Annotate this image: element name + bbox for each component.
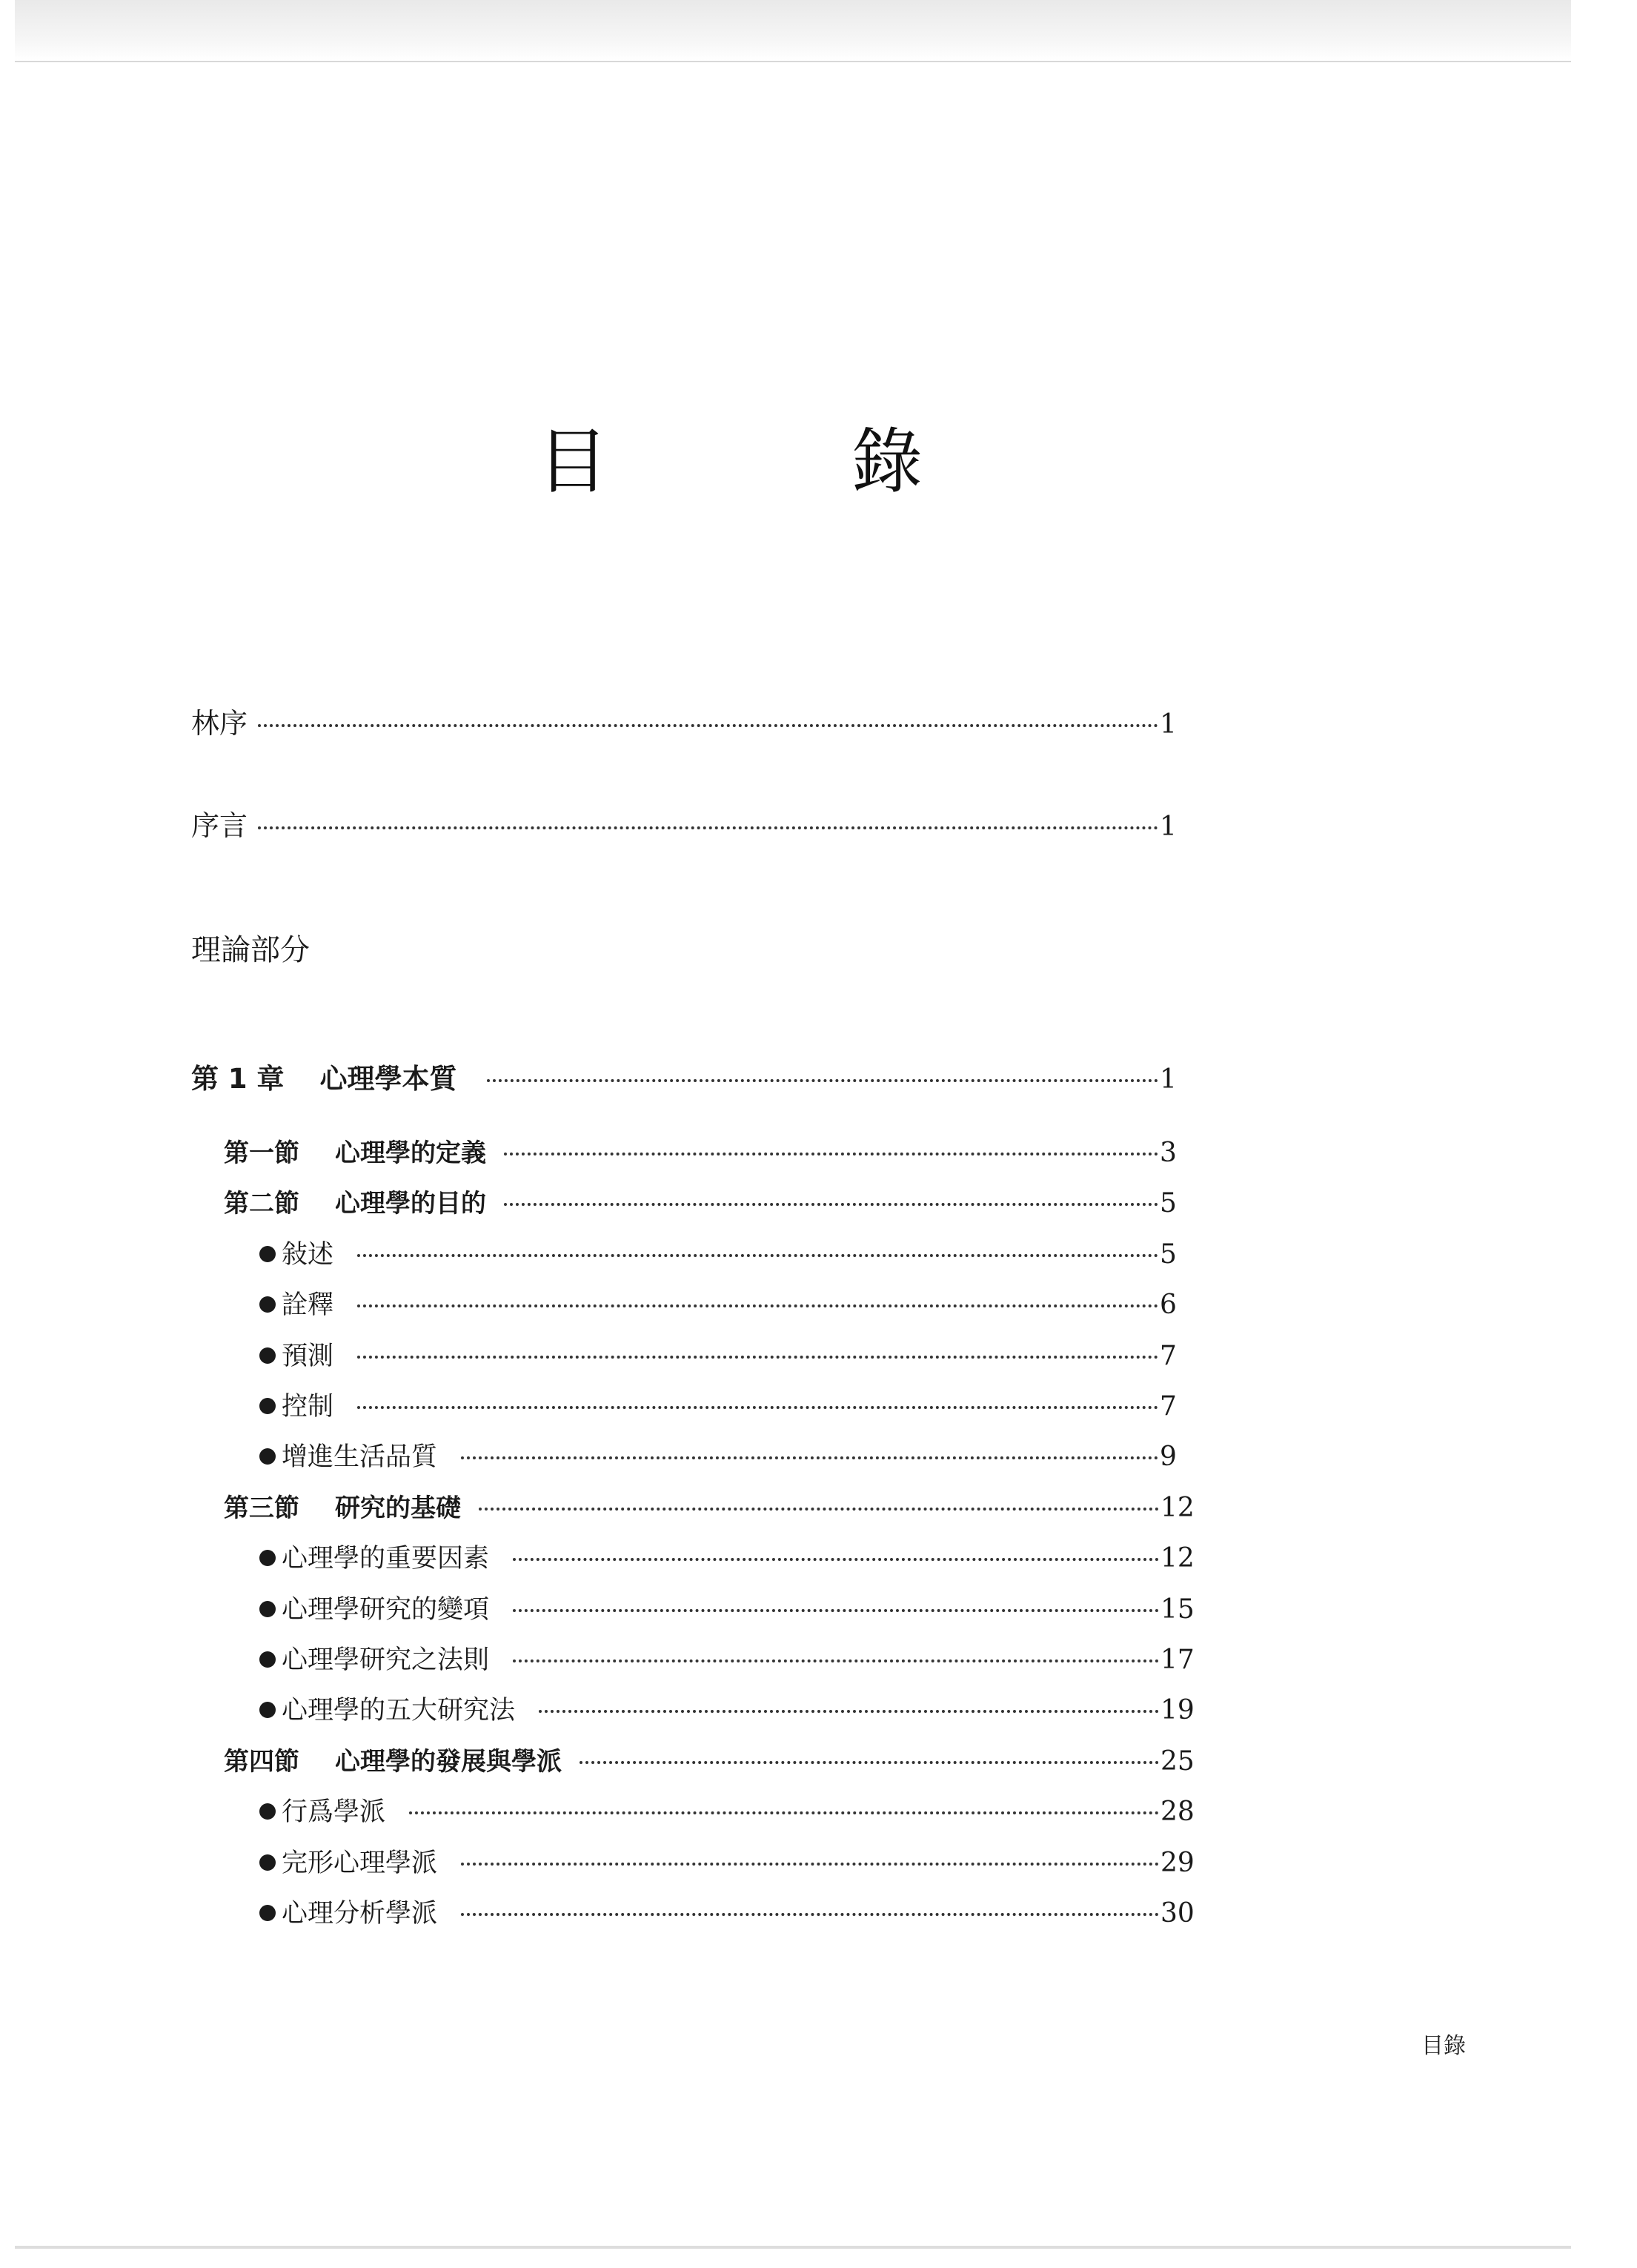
dot-leader bbox=[258, 826, 1158, 829]
dot-leader bbox=[357, 1356, 1158, 1359]
toc-entry-lin-preface bbox=[0, 700, 1637, 740]
dot-leader bbox=[357, 1304, 1158, 1307]
toc-item bbox=[0, 1589, 1637, 1626]
dot-leader bbox=[357, 1406, 1158, 1409]
page-title-char-1: 目 bbox=[537, 420, 608, 503]
section-number: 第四節 bbox=[224, 1747, 299, 1777]
section-label bbox=[224, 1133, 486, 1169]
chapter-page: 1 bbox=[1160, 1064, 1177, 1095]
item-label bbox=[259, 1843, 437, 1880]
dot-leader bbox=[513, 1609, 1159, 1612]
item-title: 預測 bbox=[282, 1342, 334, 1371]
dot-leader bbox=[479, 1508, 1159, 1511]
page-number: 17 bbox=[1160, 1645, 1195, 1675]
dot-leader bbox=[357, 1254, 1158, 1257]
item-title: 控制 bbox=[282, 1392, 334, 1422]
page-number: 19 bbox=[1160, 1695, 1195, 1725]
dot-leader bbox=[461, 1863, 1159, 1866]
toc-entry-page: 1 bbox=[1160, 812, 1177, 842]
bullet-icon bbox=[259, 1296, 276, 1313]
item-title: 心理學的五大研究法 bbox=[282, 1696, 516, 1725]
dot-leader bbox=[504, 1203, 1158, 1206]
dot-leader bbox=[513, 1558, 1159, 1561]
dot-leader bbox=[258, 724, 1158, 727]
item-title: 心理學的重要因素 bbox=[282, 1544, 490, 1574]
dot-leader bbox=[504, 1153, 1158, 1155]
page-number: 5 bbox=[1160, 1188, 1177, 1218]
toc-item bbox=[0, 1234, 1637, 1271]
page-number: 6 bbox=[1160, 1290, 1177, 1320]
dot-leader bbox=[580, 1761, 1159, 1764]
item-label bbox=[259, 1589, 489, 1626]
section-number: 第二節 bbox=[224, 1189, 299, 1218]
item-label bbox=[259, 1538, 489, 1575]
page-number: 3 bbox=[1160, 1138, 1177, 1168]
chapter-number: 第 1 章 bbox=[191, 1063, 285, 1095]
section-label bbox=[224, 1488, 461, 1524]
bullet-icon bbox=[259, 1702, 276, 1718]
dot-leader bbox=[409, 1811, 1159, 1814]
footer-section-label: 目錄 bbox=[1421, 2033, 1466, 2059]
toc-entry-label: 林序 bbox=[191, 707, 248, 740]
scan-edge-top bbox=[15, 0, 1571, 62]
toc-item bbox=[0, 1538, 1637, 1575]
section-title: 心理學的發展與學派 bbox=[335, 1747, 562, 1777]
toc-entry-label: 序言 bbox=[191, 809, 248, 842]
section-title: 研究的基礎 bbox=[335, 1493, 461, 1523]
bullet-icon bbox=[259, 1854, 276, 1871]
toc-chapter-1 bbox=[0, 1056, 1637, 1093]
item-label bbox=[259, 1386, 333, 1423]
toc-item bbox=[0, 1843, 1637, 1880]
item-title: 詮釋 bbox=[282, 1290, 334, 1320]
page-number: 29 bbox=[1160, 1848, 1195, 1878]
toc-item bbox=[0, 1336, 1637, 1373]
page-number: 9 bbox=[1160, 1442, 1177, 1472]
toc-item bbox=[0, 1386, 1637, 1423]
page-number: 28 bbox=[1160, 1797, 1195, 1827]
toc-item bbox=[0, 1690, 1637, 1727]
item-title: 行爲學派 bbox=[282, 1797, 386, 1827]
bullet-icon bbox=[259, 1347, 276, 1364]
page-number: 12 bbox=[1160, 1543, 1195, 1574]
section-title: 心理學的定義 bbox=[335, 1138, 486, 1168]
toc-section bbox=[0, 1183, 1637, 1220]
section-number: 第三節 bbox=[224, 1493, 299, 1523]
toc-section bbox=[0, 1741, 1637, 1778]
chapter-label bbox=[191, 1056, 457, 1096]
page-title bbox=[537, 420, 923, 503]
item-label bbox=[259, 1690, 515, 1727]
dot-leader bbox=[513, 1659, 1159, 1662]
item-title: 心理分析學派 bbox=[282, 1899, 438, 1929]
page-number: 12 bbox=[1160, 1493, 1195, 1523]
chapter-title: 心理學本質 bbox=[319, 1063, 457, 1095]
bullet-icon bbox=[259, 1246, 276, 1262]
item-label bbox=[259, 1234, 333, 1271]
item-label bbox=[259, 1639, 489, 1677]
dot-leader bbox=[461, 1456, 1158, 1459]
toc-item bbox=[0, 1893, 1637, 1930]
bullet-icon bbox=[259, 1803, 276, 1820]
section-label bbox=[224, 1741, 562, 1777]
item-label bbox=[259, 1893, 437, 1930]
page-number: 30 bbox=[1160, 1898, 1195, 1929]
dot-leader bbox=[487, 1079, 1158, 1082]
item-label bbox=[259, 1791, 385, 1828]
bullet-icon bbox=[259, 1905, 276, 1921]
section-title: 心理學的目的 bbox=[335, 1189, 486, 1218]
bullet-icon bbox=[259, 1448, 276, 1465]
bullet-icon bbox=[259, 1550, 276, 1566]
dot-leader bbox=[461, 1913, 1159, 1916]
section-label bbox=[224, 1183, 486, 1219]
dot-leader bbox=[539, 1710, 1159, 1713]
scan-edge-bottom bbox=[15, 2246, 1571, 2249]
toc-item bbox=[0, 1791, 1637, 1828]
item-title: 增進生活品質 bbox=[282, 1442, 438, 1472]
section-number: 第一節 bbox=[224, 1138, 299, 1168]
toc-section bbox=[0, 1133, 1637, 1170]
item-title: 敍述 bbox=[282, 1240, 334, 1270]
page-number: 7 bbox=[1160, 1391, 1177, 1422]
page-number: 15 bbox=[1160, 1594, 1195, 1625]
bullet-icon bbox=[259, 1601, 276, 1617]
bullet-icon bbox=[259, 1398, 276, 1414]
toc-section bbox=[0, 1488, 1637, 1525]
bullet-icon bbox=[259, 1651, 276, 1668]
item-label bbox=[259, 1284, 333, 1322]
item-label bbox=[259, 1336, 333, 1373]
part-heading: 理論部分 bbox=[191, 933, 310, 967]
item-title: 心理學研究之法則 bbox=[282, 1645, 490, 1675]
page-number: 5 bbox=[1160, 1239, 1177, 1270]
page-number: 25 bbox=[1160, 1746, 1195, 1777]
toc-item bbox=[0, 1436, 1637, 1473]
toc-entry-preface bbox=[0, 803, 1637, 840]
toc-entry-page: 1 bbox=[1160, 709, 1177, 740]
toc-item bbox=[0, 1284, 1637, 1322]
item-title: 完形心理學派 bbox=[282, 1848, 438, 1878]
toc-item bbox=[0, 1639, 1637, 1677]
item-title: 心理學研究的變項 bbox=[282, 1595, 490, 1625]
page-number: 7 bbox=[1160, 1341, 1177, 1371]
page-title-char-2: 錄 bbox=[851, 420, 923, 503]
item-label bbox=[259, 1436, 437, 1473]
